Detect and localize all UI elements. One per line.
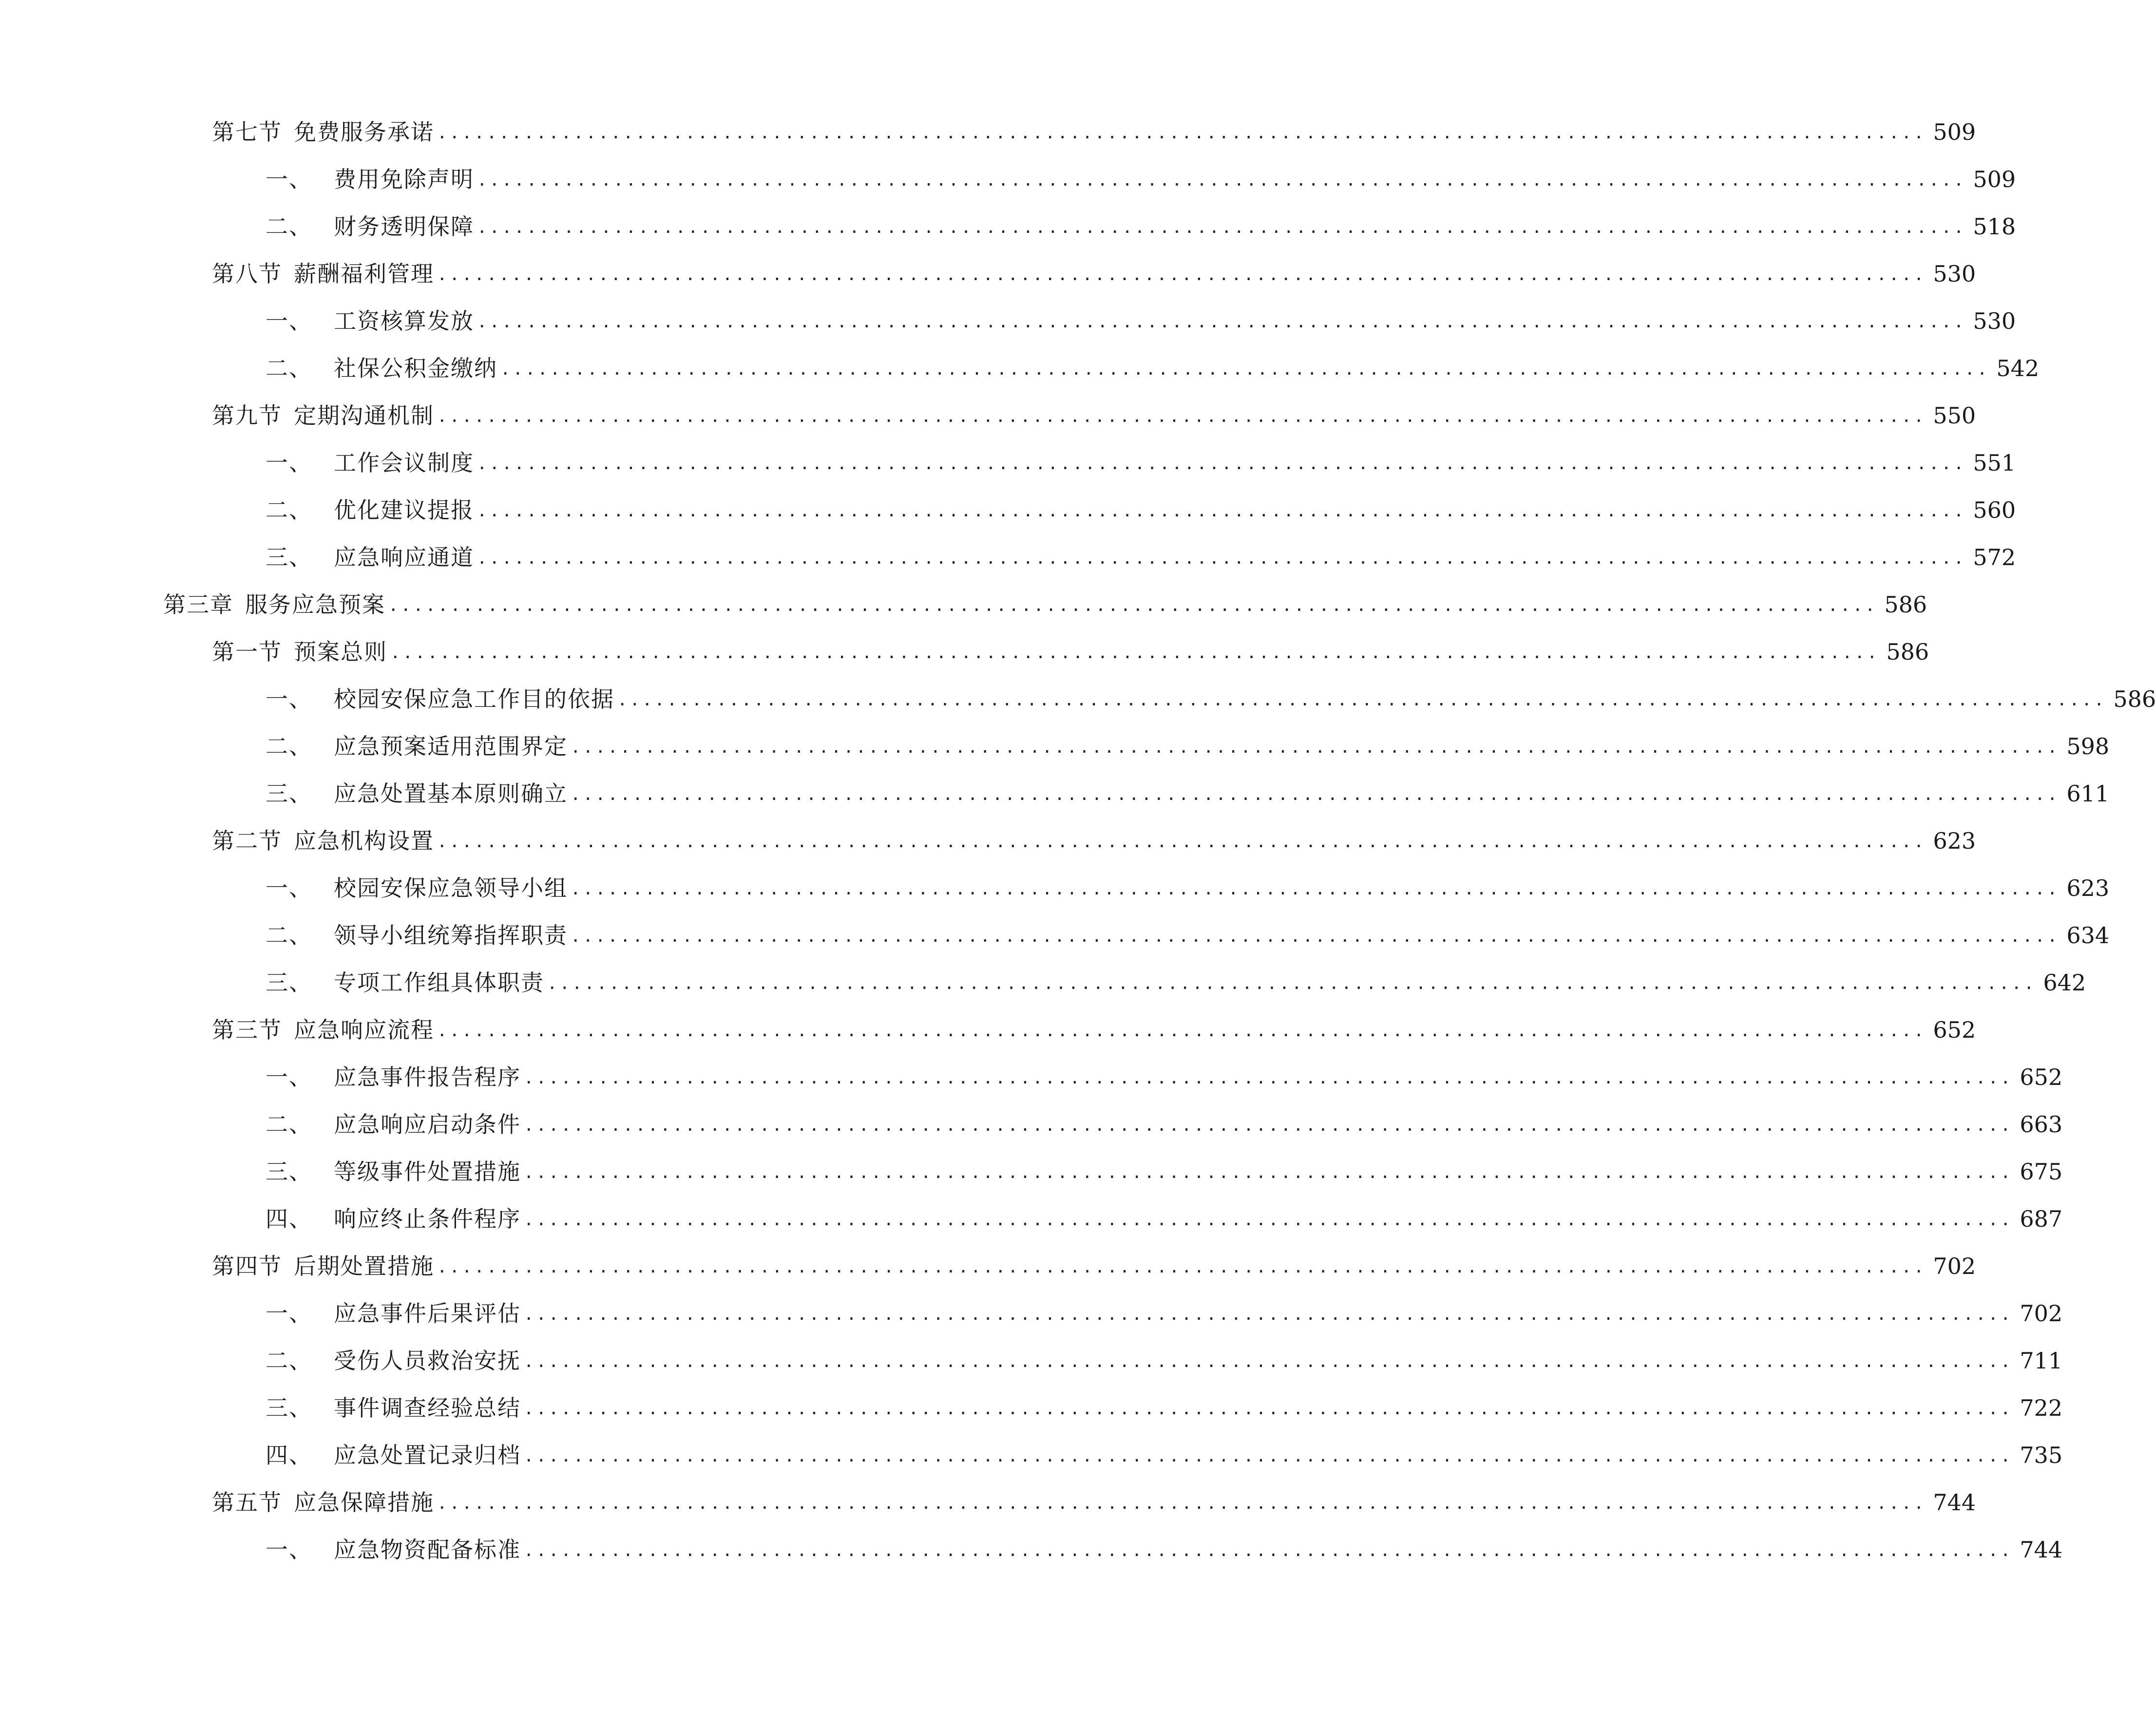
toc-entry-title: 应急响应通道 xyxy=(334,544,474,570)
toc-entry[interactable] xyxy=(266,207,2016,246)
toc-dot-leader: ........................................................................................................................ xyxy=(437,1021,1927,1041)
toc-entry-number: 一、 xyxy=(266,166,312,192)
toc-entry[interactable] xyxy=(266,538,2016,577)
toc-dot-leader: ........................................................................................................................ xyxy=(524,1210,2013,1230)
toc-entry-title: 应急处置记录归档 xyxy=(334,1442,521,1468)
toc-entry-number: 一、 xyxy=(266,308,312,334)
toc-dot-leader: ........................................................................................................................ xyxy=(390,643,1880,663)
toc-entry-title: 等级事件处置措施 xyxy=(334,1158,521,1185)
toc-entry-title: 受伤人员救治安抚 xyxy=(334,1348,521,1374)
toc-entry-page: 687 xyxy=(2020,1206,2063,1232)
toc-entry-number: 一、 xyxy=(266,686,312,712)
toc-dot-leader: ........................................................................................................................ xyxy=(477,312,1966,332)
toc-entry[interactable] xyxy=(266,1199,2063,1238)
toc-entry-title: 应急事件后果评估 xyxy=(334,1300,521,1327)
toc-entry[interactable] xyxy=(212,821,1976,860)
toc-dot-leader: ........................................................................................................................ xyxy=(524,1446,2013,1466)
toc-entry[interactable] xyxy=(212,1010,1976,1049)
toc-entry-page: 744 xyxy=(1933,1489,1976,1516)
toc-entry-page: 652 xyxy=(2020,1064,2063,1090)
toc-entry-page: 572 xyxy=(1973,544,2016,570)
toc-entry-page: 711 xyxy=(2020,1348,2063,1374)
toc-entry-number: 三、 xyxy=(266,1395,312,1421)
toc-entry-title: 工资核算发放 xyxy=(334,308,474,334)
toc-dot-leader: ........................................................................................................................ xyxy=(524,1352,2013,1371)
toc-dot-leader: ........................................................................................................................ xyxy=(524,1068,2013,1088)
toc-entry[interactable] xyxy=(266,1436,2063,1475)
toc-dot-leader: ........................................................................................................................ xyxy=(524,1305,2013,1324)
toc-entry-title: 社保公积金缴纳 xyxy=(334,355,497,381)
toc-dot-leader: ........................................................................................................................ xyxy=(477,501,1966,521)
toc-entry-page: 702 xyxy=(1933,1253,1976,1279)
toc-dot-leader: ........................................................................................................................ xyxy=(437,832,1927,852)
toc-entry-title: 薪酬福利管理 xyxy=(294,261,434,287)
toc-entry-page: 675 xyxy=(2020,1158,2063,1185)
toc-entry[interactable] xyxy=(212,254,1976,293)
toc-dot-leader: ........................................................................................................................ xyxy=(477,171,1966,190)
toc-entry[interactable] xyxy=(266,1294,2063,1333)
toc-entry-number: 一、 xyxy=(266,1537,312,1563)
toc-dot-leader: ........................................................................................................................ xyxy=(524,1116,2013,1135)
toc-entry-number: 二、 xyxy=(266,922,312,949)
toc-entry-number: 二、 xyxy=(266,355,312,381)
toc-entry-number: 三、 xyxy=(266,544,312,570)
toc-entry-title: 费用免除声明 xyxy=(334,166,474,192)
toc-dot-leader: ........................................................................................................................ xyxy=(571,785,2060,804)
toc-dot-leader: ........................................................................................................................ xyxy=(524,1163,2013,1182)
toc-entry-number: 四、 xyxy=(266,1442,312,1468)
toc-entry-page: 702 xyxy=(2020,1300,2063,1327)
toc-entry-page: 623 xyxy=(1933,828,1976,854)
toc-entry-page: 634 xyxy=(2066,922,2110,949)
toc-entry-page: 663 xyxy=(2020,1111,2063,1138)
toc-entry-title: 服务应急预案 xyxy=(245,591,385,618)
toc-dot-leader: ........................................................................................................................ xyxy=(500,360,1990,379)
toc-entry[interactable] xyxy=(266,160,2016,199)
toc-dot-leader: ........................................................................................................................ xyxy=(524,1399,2013,1419)
toc-entry[interactable] xyxy=(266,680,2156,719)
toc-entry-title: 专项工作组具体职责 xyxy=(334,969,544,996)
toc-entry[interactable] xyxy=(212,113,1976,152)
toc-entry-number: 三、 xyxy=(266,969,312,996)
toc-entry[interactable] xyxy=(266,1388,2063,1427)
toc-entry[interactable] xyxy=(266,963,2086,1002)
toc-dot-leader: ........................................................................................................................ xyxy=(437,1257,1927,1277)
toc-entry-page: 509 xyxy=(1973,166,2016,192)
toc-entry-title: 免费服务承诺 xyxy=(294,119,434,145)
toc-entry-title: 校园安保应急领导小组 xyxy=(334,875,568,901)
toc-entry[interactable] xyxy=(266,491,2016,530)
toc-entry-page: 642 xyxy=(2043,969,2086,996)
toc-entry[interactable] xyxy=(266,302,2016,341)
toc-entry-page: 586 xyxy=(1886,639,1929,665)
toc-entry-title: 后期处置措施 xyxy=(294,1253,434,1279)
toc-entry-title: 预案总则 xyxy=(294,639,387,665)
toc-entry-page: 560 xyxy=(1973,497,2016,523)
toc-entry-page: 530 xyxy=(1973,308,2016,334)
toc-entry-number: 一、 xyxy=(266,450,312,476)
toc-entry-number: 三、 xyxy=(266,780,312,807)
toc-dot-leader: ........................................................................................................................ xyxy=(524,1541,2013,1560)
toc-dot-leader: ........................................................................................................................ xyxy=(388,596,1878,615)
toc-entry-title: 应急物资配备标准 xyxy=(334,1537,521,1563)
toc-entry-number: 第三章 xyxy=(163,591,233,618)
toc-dot-leader: ........................................................................................................................ xyxy=(437,407,1927,426)
toc-dot-leader: ........................................................................................................................ xyxy=(477,454,1966,474)
toc-entry-number: 二、 xyxy=(266,497,312,523)
toc-entry-title: 应急预案适用范围界定 xyxy=(334,733,568,760)
toc-entry-title: 应急响应流程 xyxy=(294,1017,434,1043)
toc-entry-page: 735 xyxy=(2020,1442,2063,1468)
toc-entry-number: 第五节 xyxy=(212,1489,282,1516)
toc-entry[interactable] xyxy=(163,585,1927,624)
toc-dot-leader: ........................................................................................................................ xyxy=(571,879,2060,899)
toc-dot-leader: ........................................................................................................................ xyxy=(477,218,1966,237)
toc-dot-leader: ........................................................................................................................ xyxy=(571,927,2060,946)
toc-entry[interactable] xyxy=(212,632,1929,671)
toc-entry-number: 第一节 xyxy=(212,639,282,665)
toc-entry-title: 应急处置基本原则确立 xyxy=(334,780,568,807)
toc-entry-page: 542 xyxy=(1996,355,2040,381)
toc-entry[interactable] xyxy=(266,1152,2063,1191)
toc-entry-page: 722 xyxy=(2020,1395,2063,1421)
toc-entry-page: 586 xyxy=(2113,686,2156,712)
toc-entry[interactable] xyxy=(266,1341,2063,1380)
toc-entry-title: 优化建议提报 xyxy=(334,497,474,523)
toc-entry-title: 事件调查经验总结 xyxy=(334,1395,521,1421)
toc-entry-title: 应急事件报告程序 xyxy=(334,1064,521,1090)
toc-entry[interactable] xyxy=(212,1247,1976,1286)
toc-entry[interactable] xyxy=(266,869,2110,908)
toc-entry-page: 586 xyxy=(1884,591,1927,618)
toc-dot-leader: ........................................................................................................................ xyxy=(437,265,1927,285)
toc-entry-title: 校园安保应急工作目的依据 xyxy=(334,686,614,712)
toc-entry-number: 三、 xyxy=(266,1158,312,1185)
toc-dot-leader: ........................................................................................................................ xyxy=(547,974,2037,993)
toc-entry-title: 定期沟通机制 xyxy=(294,402,434,429)
toc-entry[interactable] xyxy=(212,1483,1976,1522)
toc-entry[interactable] xyxy=(266,774,2110,813)
toc-entry-number: 二、 xyxy=(266,213,312,240)
toc-entry-page: 611 xyxy=(2066,780,2110,807)
toc-entry-number: 第八节 xyxy=(212,261,282,287)
toc-dot-leader: ........................................................................................................................ xyxy=(571,738,2060,757)
toc-entry-page: 550 xyxy=(1933,402,1976,429)
toc-entry-title: 应急机构设置 xyxy=(294,828,434,854)
toc-entry-title: 财务透明保障 xyxy=(334,213,474,240)
toc-entry-number: 二、 xyxy=(266,1111,312,1138)
toc-dot-leader: ........................................................................................................................ xyxy=(437,1494,1927,1513)
toc-entry-number: 二、 xyxy=(266,1348,312,1374)
toc-entry-title: 应急保障措施 xyxy=(294,1489,434,1516)
toc-entry-number: 第二节 xyxy=(212,828,282,854)
toc-entry[interactable] xyxy=(266,727,2110,766)
toc-entry-page: 551 xyxy=(1973,450,2016,476)
toc-dot-leader: ........................................................................................................................ xyxy=(477,549,1966,568)
toc-entry[interactable] xyxy=(266,916,2110,955)
toc-entry-number: 第四节 xyxy=(212,1253,282,1279)
toc-entry-number: 四、 xyxy=(266,1206,312,1232)
toc-entry-page: 518 xyxy=(1973,213,2016,240)
toc-entry[interactable] xyxy=(266,349,2040,388)
toc-entry-title: 领导小组统筹指挥职责 xyxy=(334,922,568,949)
toc-entry-number: 第七节 xyxy=(212,119,282,145)
toc-entry[interactable] xyxy=(266,1058,2063,1097)
toc-entry-page: 598 xyxy=(2066,733,2110,760)
toc-entry[interactable] xyxy=(212,396,1976,435)
toc-entry-number: 一、 xyxy=(266,875,312,901)
toc-entry-page: 530 xyxy=(1933,261,1976,287)
toc-dot-leader: ........................................................................................................................ xyxy=(437,123,1927,143)
toc-entry[interactable] xyxy=(266,1530,2063,1569)
toc-entry[interactable] xyxy=(266,1105,2063,1144)
toc-entry[interactable] xyxy=(266,443,2016,482)
toc-entry-page: 509 xyxy=(1933,119,1976,145)
toc-entry-number: 第九节 xyxy=(212,402,282,429)
toc-entry-number: 一、 xyxy=(266,1064,312,1090)
toc-entry-page: 744 xyxy=(2020,1537,2063,1563)
toc-entry-page: 623 xyxy=(2066,875,2110,901)
toc-entry-number: 第三节 xyxy=(212,1017,282,1043)
toc-entry-title: 响应终止条件程序 xyxy=(334,1206,521,1232)
toc-entry-page: 652 xyxy=(1933,1017,1976,1043)
toc-entry-title: 应急响应启动条件 xyxy=(334,1111,521,1138)
toc-entry-number: 一、 xyxy=(266,1300,312,1327)
toc-entry-number: 二、 xyxy=(266,733,312,760)
toc-entry-title: 工作会议制度 xyxy=(334,450,474,476)
toc-dot-leader: ........................................................................................................................ xyxy=(617,690,2107,710)
